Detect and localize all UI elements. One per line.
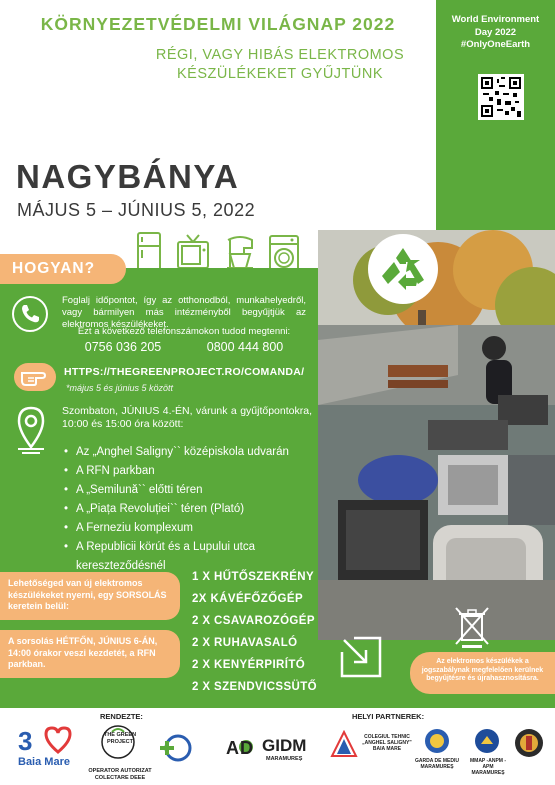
adi-gidm-name: GIDM: [262, 736, 307, 755]
how-label: HOGYAN?: [0, 254, 126, 284]
campaign-dates: MÁJUS 5 – JÚNIUS 5, 2022: [17, 200, 256, 220]
partners-label: HELYI PARTNEREK:: [352, 712, 425, 721]
raffle-info-box: Lehetőséged van új elektromos készülékeket nyerni, egy SORSOLÁS keretein belül:: [0, 572, 180, 620]
prize-item: 2 X SZENDVICSSÜTŐ: [192, 681, 318, 693]
qr-code-icon[interactable]: [478, 74, 524, 120]
environment-day-line2: Day 2022: [474, 26, 517, 38]
svg-text:D: D: [240, 738, 253, 758]
collection-points-list: [64, 443, 324, 576]
raffle-date-box: A sorsolás HÉTFŐN, JÚNIUS 6-ÁN, 14:00 órakor veszi kezdetét, a RFN parkban.: [0, 630, 180, 678]
organized-by-label: RENDEZTE:: [100, 712, 143, 721]
environment-day-hashtag: #OnlyOneEarth: [460, 39, 531, 50]
mmap-name: MMAP -ANPM -APM MARAMUREȘ: [469, 758, 506, 776]
collection-photo: [318, 230, 555, 640]
operator-label: OPERATOR AUTORIZAT COLECTARE DEEE: [88, 768, 152, 781]
poster-subtitle: RÉGI, VAGY HIBÁS ELEKTROMOS KÉSZÜLÉKEKET GYŰJTÜNK: [155, 47, 405, 82]
plus-e-logo: [156, 732, 196, 764]
mmap-logo: [474, 728, 500, 754]
svg-text:3: 3: [18, 726, 33, 756]
svg-text:A: A: [226, 738, 239, 758]
green-project-name: THE GREEN PROJECT: [103, 732, 137, 745]
colegiul-logo: [330, 730, 358, 758]
environment-day-line1: World Environment: [451, 14, 540, 25]
order-url-link[interactable]: HTTPS://THEGREENPROJECT.RO/COMANDA/: [64, 366, 305, 378]
prize-list: [192, 566, 332, 698]
colegiul-name: COLEGIUL TEHNIC „ANGHEL SALIGNY” BAIA MARE: [362, 734, 412, 752]
order-url-note: *május 5 és június 5 között: [66, 383, 174, 393]
phone-icon: [12, 296, 48, 332]
poster-title: KÖRNYEZETVÉDELMI VILÁGNAP 2022: [40, 14, 396, 34]
list-item: • A „Piața Revoluției`` téren (Plató): [64, 500, 324, 519]
adi-gidm-logo: [226, 736, 316, 768]
phone-numbers: [62, 340, 306, 354]
prize-item: 2 X RUHAVASALÓ: [192, 637, 298, 649]
prize-item: 2X KÁVÉFŐZŐGÉP: [192, 593, 304, 605]
list-item: • A Republicii körút és a Lupului utca kereszteződésnél: [64, 538, 324, 576]
saturday-text: Szombaton, JÚNIUS 4.-ÉN, várunk a gyűjtőpontokra, 10:00 és 15:00 óra között:: [62, 405, 312, 430]
location-pin-icon: [14, 405, 48, 455]
city-name: NAGYBÁNYA: [16, 158, 240, 195]
pointing-hand-icon: [14, 363, 56, 391]
crossed-bin-icon: [452, 604, 492, 650]
garda-de-mediu-logo: [424, 728, 450, 754]
prize-item: 1 X HŰTŐSZEKRÉNY: [192, 571, 315, 583]
contact-phones-intro: Ezt a következő telefonszámokon tudod megtenni:: [77, 326, 291, 337]
prize-item: 2 X CSAVAROZÓGÉP: [192, 615, 315, 627]
weee-notice: Az elektromos készülékek a jogszabálynak megfelelően kerülnek begyűjtésre és újrahasznosításra.: [410, 652, 555, 694]
garda-de-mediu-name: GARDA DE MEDIU MARAMUREȘ: [415, 758, 459, 770]
list-item: • Az „Anghel Saligny`` középiskola udvarán: [64, 443, 324, 462]
list-item: • A Ferneziu komplexum: [64, 519, 324, 538]
baia-mare-label: Baia Mare: [18, 756, 70, 768]
adi-gidm-sub: MARAMUREȘ: [266, 756, 303, 762]
contact-text: Foglalj időpontot, így az otthonodból, munkahelyedről, vagy bármilyen más intézményből begyűjtjük az elektromos készülékeket.: [62, 295, 306, 330]
prize-item: 2 X KENYÉRPIRÍTÓ: [192, 659, 306, 671]
recycle-icon: [368, 234, 438, 304]
footer: [0, 708, 555, 785]
baia-mare-logo: [14, 724, 74, 772]
phone-number-2[interactable]: 0800 444 800: [206, 340, 284, 354]
list-item: • A RFN parkban: [64, 462, 324, 481]
phone-number-1[interactable]: 0756 036 205: [84, 340, 162, 354]
coat-of-arms-logo: [514, 728, 544, 758]
arrow-box-icon: [336, 632, 386, 682]
list-item: • A „Semilună`` előtti téren: [64, 481, 324, 500]
